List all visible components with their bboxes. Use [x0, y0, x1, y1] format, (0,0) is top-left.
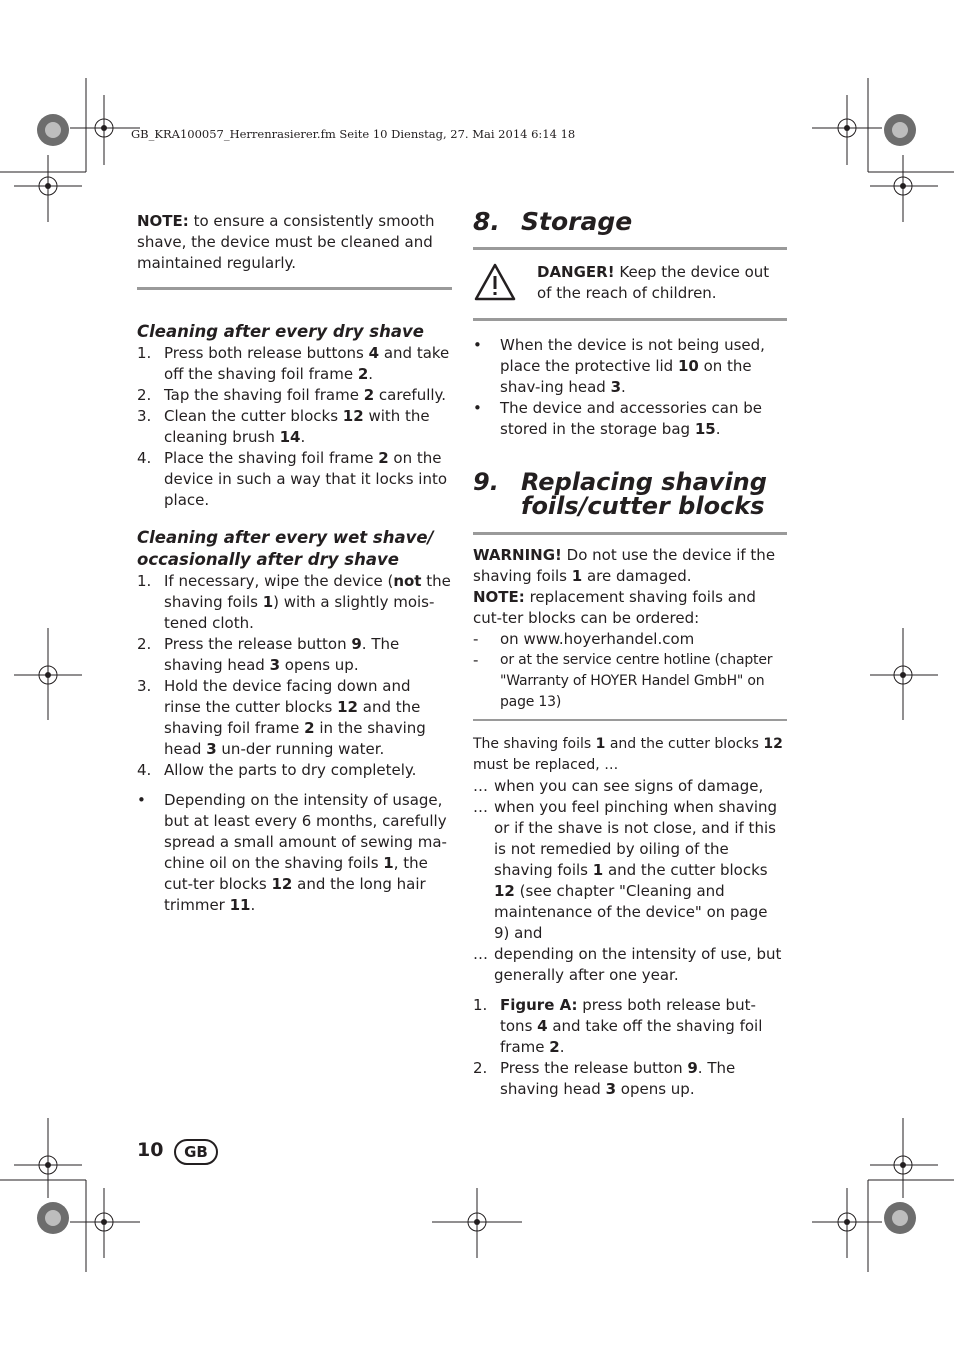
list-item: 2. Tap the shaving foil frame 2 carefully. [137, 386, 447, 404]
section-divider [473, 532, 787, 535]
intro-note [137, 211, 452, 274]
section-divider [473, 318, 787, 321]
order-options [473, 629, 787, 713]
section-number: 9. [473, 468, 499, 496]
replace-steps [473, 995, 787, 1100]
list-item: • When the device is not being used, place the protective lid 10 on the shav-ing head 3. [473, 336, 765, 396]
warning-paragraph: WARNING! Do not use the device if the shaving foils 1 are damaged. [473, 546, 776, 585]
list-item: - on www.hoyerhandel.com [473, 630, 695, 648]
danger-box [473, 262, 787, 308]
section-number: 8. [473, 207, 500, 236]
list-item: • Depending on the intensity of usage, but at least every 6 months, carefully spread a small amount of sewing ma-chine oil on the shaving foils 1, the cut-ter blocks 12 and the long hair trimmer 11. [137, 791, 447, 914]
figure-label: Figure A: [500, 996, 578, 1014]
order-note: NOTE: replacement shaving foils and cut-ter blocks can be ordered: [473, 588, 756, 627]
list-item: 4. Place the shaving foil frame 2 on the device in such a way that it locks into place. [137, 449, 448, 509]
section-divider [473, 247, 787, 250]
list-item: 1. Figure A: press both release but-tons 4 and take off the shaving foil frame 2. [473, 996, 763, 1056]
list-item: 2. Press the release button 9. The shaving head 3 opens up. [473, 1059, 736, 1098]
list-item: … when you feel pinching when shaving or if the shave is not close, and if this is not remedied by oiling of the shaving foils 1 and the cutter blocks 12 (see chapter "Cleaning and maintenance of the device" on page 9) and [473, 798, 778, 942]
list-item: 3. Clean the cutter blocks 12 with the cleaning brush 14. [137, 407, 430, 446]
note-label: NOTE: [473, 588, 525, 606]
wet-shave-heading: Cleaning after every wet shave/ occasionally after dry shave [137, 528, 434, 569]
note-label: NOTE: [137, 212, 189, 230]
section-title: Replacing shaving foils/cutter blocks [521, 468, 767, 520]
list-item: 1. Press both release buttons 4 and take off the shaving foil frame 2. [137, 344, 450, 383]
replace-intro: The shaving foils 1 and the cutter blocks 12 must be replaced, … [473, 736, 783, 773]
left-column [137, 211, 452, 916]
right-column [473, 207, 787, 1100]
list-item: 2. Press the release button 9. The shaving head 3 opens up. [137, 635, 400, 674]
list-item: … depending on the intensity of use, but generally after one year. [473, 945, 782, 984]
oil-bullet-list [137, 790, 452, 916]
section-title: Storage [521, 207, 633, 236]
storage-bullets [473, 335, 787, 440]
page-number: 10 [137, 1139, 164, 1161]
note-text: to ensure a consistently smooth shave, the device must be cleaned and maintained regularly. [137, 212, 435, 272]
file-header: GB_KRA100057_Herrenrasierer.fm Seite 10 Dienstag, 27. Mai 2014 6:14 18 [131, 127, 576, 141]
dry-shave-heading: Cleaning after every dry shave [137, 322, 424, 341]
language-badge: GB [174, 1139, 218, 1165]
section-divider [473, 719, 787, 721]
list-item: 4. Allow the parts to dry completely. [137, 761, 417, 779]
list-item: - or at the service centre hotline (chapter "Warranty of HOYER Handel GmbH" on page 13) [473, 651, 773, 710]
dry-shave-steps [137, 343, 452, 511]
replace-heading [473, 470, 787, 518]
wet-shave-steps [137, 571, 452, 781]
warning-triangle-icon [473, 262, 537, 308]
storage-heading [473, 207, 787, 236]
section-divider [137, 287, 452, 290]
list-item: 1. If necessary, wipe the device (not the shaving foils 1) with a slightly mois-tened cloth. [137, 572, 451, 632]
list-item: 3. Hold the device facing down and rinse the cutter blocks 12 and the shaving foil frame 2 in the shaving head 3 un-der running water. [137, 677, 426, 758]
list-item: … when you can see signs of damage, [473, 777, 764, 795]
danger-label: DANGER! [537, 263, 615, 281]
danger-text: Keep the device out of the reach of children. [537, 263, 770, 302]
replace-conditions [473, 776, 787, 986]
warning-label: WARNING! [473, 546, 562, 564]
list-item: • The device and accessories can be stored in the storage bag 15. [473, 399, 763, 438]
